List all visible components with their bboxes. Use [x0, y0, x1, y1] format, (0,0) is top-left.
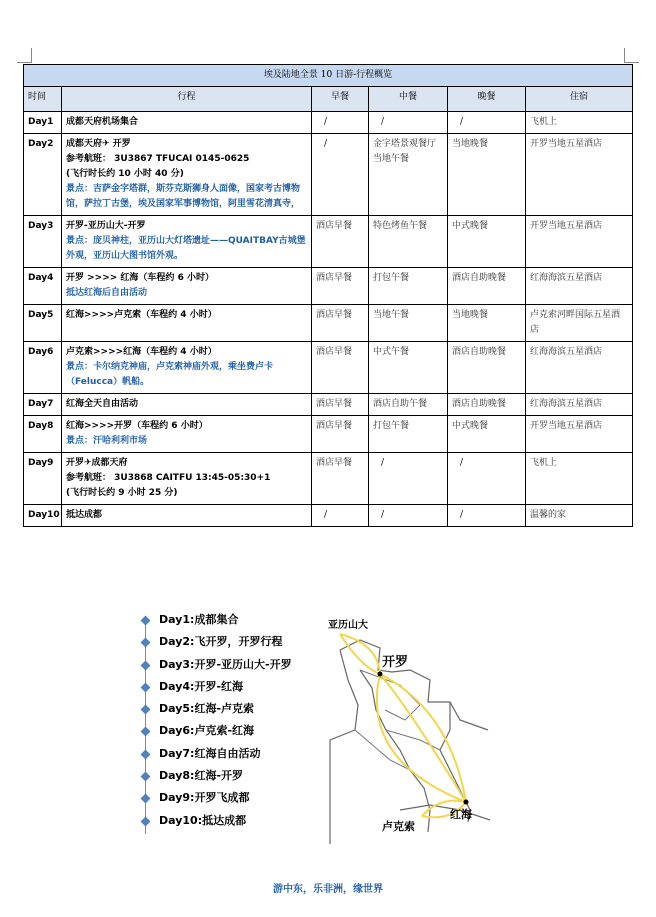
map-label-luxor: 卢克索: [382, 820, 415, 833]
lodging-cell: 红海海滨五星酒店: [526, 394, 633, 416]
breakfast-cell: /: [312, 505, 369, 527]
itinerary-cell: [62, 112, 312, 134]
lunch-cell: /: [369, 505, 448, 527]
day-cell: Day8: [24, 416, 62, 453]
legend-label: Day1:成都集合: [159, 613, 239, 626]
header-lunch: 中餐: [369, 87, 448, 112]
itinerary-cell: [62, 342, 312, 394]
sights-note: 景点：吉萨金字塔群，斯芬克斯狮身人面像，国家考古博物馆，萨拉丁古堡，埃及国家军事博物馆，阿里雪花清真寺，: [66, 184, 301, 209]
breakfast-cell: 酒店早餐: [312, 453, 369, 505]
header-dinner: 晚餐: [448, 87, 526, 112]
itinerary-cell: [62, 216, 312, 268]
itinerary-rows: [24, 112, 633, 527]
lodging-cell: 飞机上: [526, 453, 633, 505]
dinner-cell: 当地晚餐: [448, 305, 526, 342]
table-title: 埃及陆地全景 10 日游-行程概览: [24, 65, 633, 87]
flight-info: 参考航班： 3U3867 TFUCAI 0145-0625: [66, 154, 250, 164]
footer-slogan: 游中东，乐非洲，缘世界: [273, 884, 383, 895]
sights-note: 景点：卡尔纳克神庙，卢克索神庙外观，乘坐费卢卡（Felucca）帆船。: [66, 362, 274, 387]
lodging-cell: 红海海滨五星酒店: [526, 342, 633, 394]
route-text: 成都天府机场集合: [66, 117, 139, 127]
route-text: 开罗-亚历山大-开罗: [66, 221, 146, 231]
day-cell: Day1: [24, 112, 62, 134]
dinner-cell: /: [448, 505, 526, 527]
sights-note: 抵达红海后自由活动: [66, 288, 148, 298]
day-cell: Day6: [24, 342, 62, 394]
route-text: 抵达成都: [66, 510, 103, 520]
breakfast-cell: 酒店早餐: [312, 416, 369, 453]
flight-info: 参考航班： 3U3868 CAITFU 13:45-05:30+1: [66, 473, 271, 483]
itinerary-table: [23, 64, 633, 527]
lodging-cell: 飞机上: [526, 112, 633, 134]
breakfast-cell: /: [312, 112, 369, 134]
itinerary-cell: [62, 394, 312, 416]
itinerary-cell: [62, 505, 312, 527]
itinerary-cell: [62, 305, 312, 342]
flight-info: (飞行时长约 10 小时 40 分): [66, 169, 184, 179]
itinerary-cell: [62, 416, 312, 453]
lodging-cell: 卢克索河畔国际五星酒店: [526, 305, 633, 342]
route-cairo-redsea-1: [380, 674, 466, 802]
lodging-cell: 开罗当地五星酒店: [526, 416, 633, 453]
crop-mark-left: [17, 48, 32, 63]
legend-label: Day6:卢克索-红海: [159, 724, 255, 738]
legend-label: Day4:开罗-红海: [159, 679, 244, 693]
table-row: [24, 268, 633, 305]
table-row: [24, 216, 633, 268]
sights-note: 景点：汗哈利利市场: [66, 436, 148, 446]
map-label-red-sea: 红海: [450, 808, 472, 821]
legend-label: Day9:开罗飞成都: [159, 791, 250, 805]
diamond-icon: [141, 682, 151, 692]
lunch-cell: /: [369, 112, 448, 134]
lodging-cell: 温馨的家: [526, 505, 633, 527]
diamond-icon: [141, 638, 151, 648]
legend-label: Day8:红海-开罗: [159, 769, 244, 783]
diamond-icon: [141, 705, 151, 715]
diamond-icon: [141, 616, 151, 626]
header-time: 时间: [24, 87, 62, 112]
legend-label: Day3:开罗-亚历山大-开罗: [159, 657, 292, 671]
breakfast-cell: 酒店早餐: [312, 268, 369, 305]
lunch-cell: 酒店自助午餐: [369, 394, 448, 416]
diamond-icon: [141, 816, 151, 826]
header-itinerary: 行程: [62, 87, 312, 112]
route-text: 开罗✈成都天府: [66, 458, 128, 468]
day-cell: Day3: [24, 216, 62, 268]
legend-label: Day2:飞开罗，开罗行程: [159, 635, 283, 649]
route-text: 红海>>>>开罗（车程约 6 小时）: [66, 421, 208, 431]
itinerary-cell: [62, 268, 312, 305]
route-text: 红海>>>>卢克索（车程约 4 小时）: [66, 310, 217, 320]
diamond-icon: [141, 749, 151, 759]
lodging-cell: 开罗当地五星酒店: [526, 216, 633, 268]
day-cell: Day10: [24, 505, 62, 527]
south-border: [400, 805, 490, 820]
route-text: 成都天府✈ 开罗: [66, 139, 131, 149]
flight-info: (飞行时长约 9 小时 25 分): [66, 488, 178, 498]
table-row: [24, 305, 633, 342]
red-sea-dot: [464, 800, 469, 805]
table-row: [24, 416, 633, 453]
dinner-cell: 酒店自助晚餐: [448, 342, 526, 394]
breakfast-cell: 酒店早餐: [312, 216, 369, 268]
table-row: [24, 394, 633, 416]
diamond-icon: [141, 772, 151, 782]
diamond-icon: [141, 727, 151, 737]
lunch-cell: 打包午餐: [369, 416, 448, 453]
table-row: [24, 112, 633, 134]
dinner-cell: 中式晚餐: [448, 416, 526, 453]
header-breakfast: 早餐: [312, 87, 369, 112]
legend-label: Day7:红海自由活动: [159, 746, 261, 760]
breakfast-cell: 酒店早餐: [312, 342, 369, 394]
breakfast-cell: /: [312, 134, 369, 216]
dinner-cell: 酒店自助晚餐: [448, 394, 526, 416]
lunch-cell: 金字塔景观餐厅当地午餐: [369, 134, 448, 216]
day-cell: Day7: [24, 394, 62, 416]
dinner-cell: /: [448, 453, 526, 505]
header-lodging: 住宿: [526, 87, 633, 112]
day-cell: Day4: [24, 268, 62, 305]
day-cell: Day2: [24, 134, 62, 216]
dinner-cell: 酒店自助晚餐: [448, 268, 526, 305]
diamond-icon: [141, 660, 151, 670]
sights-note: 景点：庞贝神柱，亚历山大灯塔遗址——QUAITBAY古城堡外观，亚历山大图书馆外观。: [66, 236, 306, 261]
itinerary-cell: [62, 134, 312, 216]
day-cell: Day5: [24, 305, 62, 342]
route-text: 卢克索>>>>红海（车程约 4 小时）: [66, 347, 217, 357]
map-label-cairo: 开罗: [382, 655, 409, 670]
cairo-dot: [378, 672, 383, 677]
table-row: [24, 134, 633, 216]
lodging-cell: 红海海滨五星酒店: [526, 268, 633, 305]
lunch-cell: 打包午餐: [369, 268, 448, 305]
day-cell: Day9: [24, 453, 62, 505]
dinner-cell: 中式晚餐: [448, 216, 526, 268]
itinerary-cell: [62, 453, 312, 505]
lodging-cell: 开罗当地五星酒店: [526, 134, 633, 216]
crop-mark-right: [624, 48, 639, 63]
map-label-alexandria: 亚历山大: [328, 620, 368, 631]
route-text: 开罗 >>>> 红海（车程约 6 小时）: [66, 273, 214, 283]
lunch-cell: 当地午餐: [369, 305, 448, 342]
table-row: [24, 342, 633, 394]
west-border: [330, 650, 358, 844]
table-row: [24, 453, 633, 505]
lunch-cell: 特色烤鱼午餐: [369, 216, 448, 268]
region-line-3: [355, 730, 410, 770]
legend-label: Day10:抵达成都: [159, 813, 247, 827]
dinner-cell: /: [448, 112, 526, 134]
route-text: 红海全天自由活动: [66, 399, 139, 409]
table-row: [24, 505, 633, 527]
diamond-icon: [141, 794, 151, 804]
breakfast-cell: 酒店早餐: [312, 305, 369, 342]
lunch-cell: 中式午餐: [369, 342, 448, 394]
border-north: [340, 640, 488, 730]
legend-label: Day5:红海-卢克索: [159, 702, 255, 716]
dinner-cell: 当地晚餐: [448, 134, 526, 216]
route-cairo-redsea-3: [377, 674, 466, 802]
lunch-cell: /: [369, 453, 448, 505]
route-map: [300, 610, 490, 844]
breakfast-cell: 酒店早餐: [312, 394, 369, 416]
